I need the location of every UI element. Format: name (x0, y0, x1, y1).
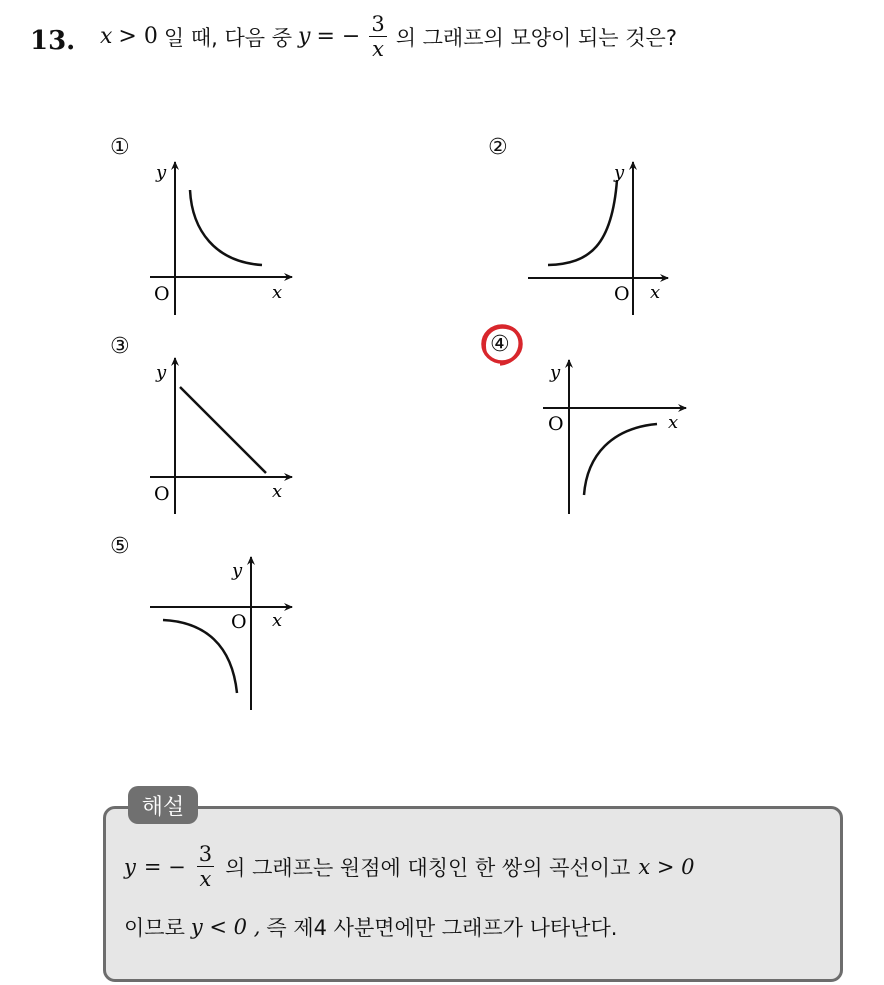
y-axis-label: y (232, 560, 243, 581)
curve (190, 190, 262, 265)
solution-tag: 해설 (128, 786, 198, 824)
choice-3-graph[interactable] (150, 358, 292, 514)
y-axis-label: y (156, 362, 167, 383)
curve (163, 620, 237, 693)
question-number: 13. (30, 26, 76, 56)
choice-1-label[interactable]: ① (110, 135, 130, 160)
question-text-b: 의 그래프의 모양이 되는 것은? (395, 25, 677, 50)
sol-fraction-denominator: x (197, 866, 215, 891)
sol-condition: x > 0 (638, 854, 695, 879)
curve (584, 424, 657, 495)
choice-2-graph[interactable] (528, 162, 668, 315)
origin-label: O (154, 283, 170, 305)
choice-1-graph[interactable] (150, 162, 292, 315)
line-segment (180, 387, 266, 473)
origin-label: O (614, 283, 630, 305)
sol-condition-2: y < 0 , (190, 915, 261, 939)
x-axis-label: x (650, 282, 661, 303)
fraction-denominator: x (369, 36, 387, 61)
sol-fraction-numerator: 3 (198, 842, 213, 866)
solution-box (103, 806, 843, 982)
y-axis-label: y (614, 162, 625, 183)
origin-label: O (548, 413, 564, 435)
choice-5-graph[interactable] (150, 557, 292, 710)
x-axis-label: x (272, 610, 283, 631)
sol-text-2a: 이므로 (124, 916, 185, 940)
choice-2-label[interactable]: ② (488, 135, 508, 160)
equation-sign: = − (316, 24, 361, 49)
origin-label: O (231, 611, 247, 633)
x-axis-label: x (272, 282, 283, 303)
curve (548, 180, 617, 265)
x-axis-label: x (272, 481, 283, 502)
sol-fraction (196, 842, 215, 891)
choice-4-graph[interactable] (543, 360, 686, 514)
fraction-numerator: 3 (371, 12, 385, 36)
sol-eq-lhs: y (124, 854, 136, 879)
origin-label: O (154, 483, 170, 505)
choice-4-label[interactable]: ④ (490, 332, 510, 357)
question-text-a: 일 때, 다음 중 (163, 25, 292, 50)
sol-eq-sign: = − (143, 854, 186, 879)
equation-lhs: y (298, 24, 311, 49)
y-axis-label: y (550, 362, 561, 383)
solution-line-1 (124, 842, 694, 891)
sol-text-1: 의 그래프는 원점에 대칭인 한 쌍의 곡선이고 (225, 855, 631, 880)
x-axis-label: x (668, 412, 679, 433)
y-axis-label: y (156, 162, 167, 183)
choice-3-label[interactable]: ③ (110, 334, 130, 359)
solution-line-2 (124, 912, 617, 942)
condition-var: x (100, 24, 113, 49)
sol-text-2b: 즉 제4 사분면에만 그래프가 나타난다. (266, 916, 618, 940)
condition-op: > 0 (118, 24, 158, 49)
choice-5-label[interactable]: ⑤ (110, 534, 130, 559)
